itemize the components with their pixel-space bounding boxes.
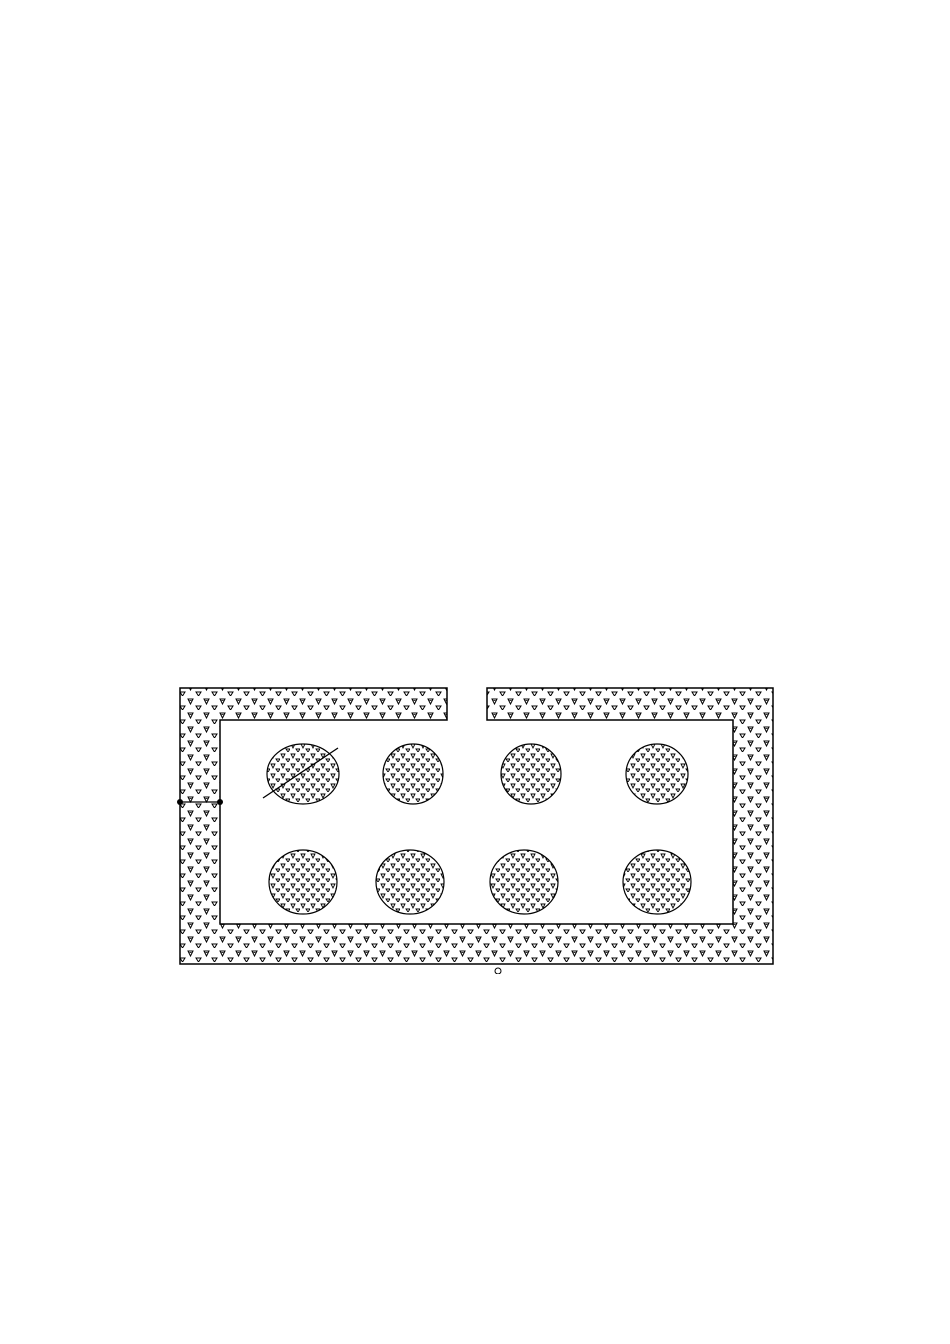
adhesive-dot — [383, 744, 443, 804]
adhesive-dot — [269, 850, 337, 914]
marker-circle — [495, 968, 501, 974]
adhesive-dot — [267, 744, 339, 804]
border-left-top — [180, 688, 773, 964]
adhesive-dot — [626, 744, 688, 804]
adhesive-dot — [623, 850, 691, 914]
adhesive-dot — [501, 744, 561, 804]
adhesive-layout-diagram — [170, 682, 780, 974]
adhesive-dot — [490, 850, 558, 914]
adhesive-dots — [267, 744, 691, 914]
adhesive-dot — [376, 850, 444, 914]
